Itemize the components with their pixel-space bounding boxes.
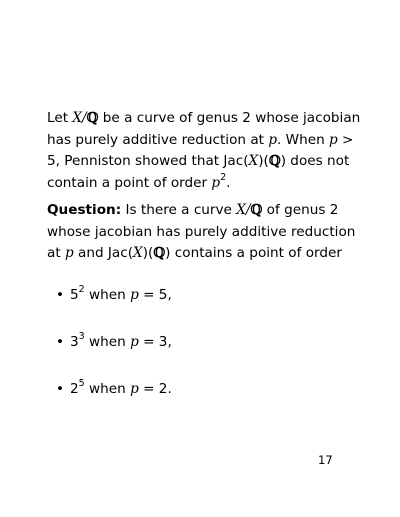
bullet-icon: • — [56, 381, 65, 397]
math-var-x: X — [248, 153, 259, 169]
math-var-p: p — [130, 334, 139, 350]
text-run: and Jac( — [73, 245, 134, 261]
math-var-x: X — [236, 202, 246, 218]
text-run: . — [226, 174, 231, 191]
base: 3 — [70, 334, 79, 350]
text-run: ) contains a point of order — [165, 245, 342, 261]
bullet-icon: • — [56, 334, 65, 350]
text-run: when — [84, 334, 131, 350]
text-run: when — [84, 381, 131, 397]
text-run: Is there a curve — [121, 202, 237, 218]
text-run: = 2. — [138, 381, 172, 397]
math-var-x: X — [72, 110, 83, 126]
text-run: = 5, — [138, 287, 172, 303]
math-slash: / — [245, 202, 251, 218]
intro-paragraph — [47, 108, 365, 194]
base: 2 — [70, 381, 79, 397]
math-slash: / — [82, 110, 87, 126]
math-rationals: ℚ — [250, 202, 263, 218]
exponent: 5 — [78, 378, 85, 390]
text-run: Let — [47, 110, 73, 126]
text-run: when — [84, 287, 131, 303]
math-rationals: ℚ — [153, 245, 166, 261]
list-item — [56, 331, 172, 350]
page-number: 17 — [318, 453, 333, 467]
text-run: , Penniston showed that Jac( — [55, 153, 249, 169]
question-paragraph — [47, 200, 365, 265]
text-run: )( — [258, 153, 269, 169]
math-rationals: ℚ — [86, 110, 99, 126]
bullet-icon: • — [56, 287, 65, 303]
exponent: 3 — [78, 331, 85, 343]
text-run: of genus 2 whose jacobian has purely additive reduction at — [47, 202, 356, 261]
math-var-x: X — [133, 245, 143, 261]
math-var-p: p — [211, 174, 221, 191]
text-run: be a curve of genus 2 whose jacobian has purely additive reduction at — [47, 110, 361, 148]
math-var-p: p — [64, 245, 74, 261]
math-rationals: ℚ — [268, 153, 281, 169]
text-run: > 5 — [47, 131, 354, 169]
question-label: Question: — [47, 202, 122, 218]
exponent: 2 — [78, 284, 85, 296]
text-run: = 3, — [138, 334, 172, 350]
text-run: ) does not contain a point of order — [47, 153, 350, 191]
math-var-p: p — [268, 131, 278, 148]
list-item — [56, 284, 172, 303]
text-run: . When — [277, 131, 330, 148]
base: 5 — [70, 287, 79, 303]
math-var-p: p — [130, 287, 139, 303]
list-item — [56, 378, 172, 397]
text-run: )( — [142, 245, 154, 261]
exponent: 2 — [220, 171, 227, 183]
math-var-p: p — [130, 381, 139, 397]
math-var-p: p — [329, 131, 338, 148]
